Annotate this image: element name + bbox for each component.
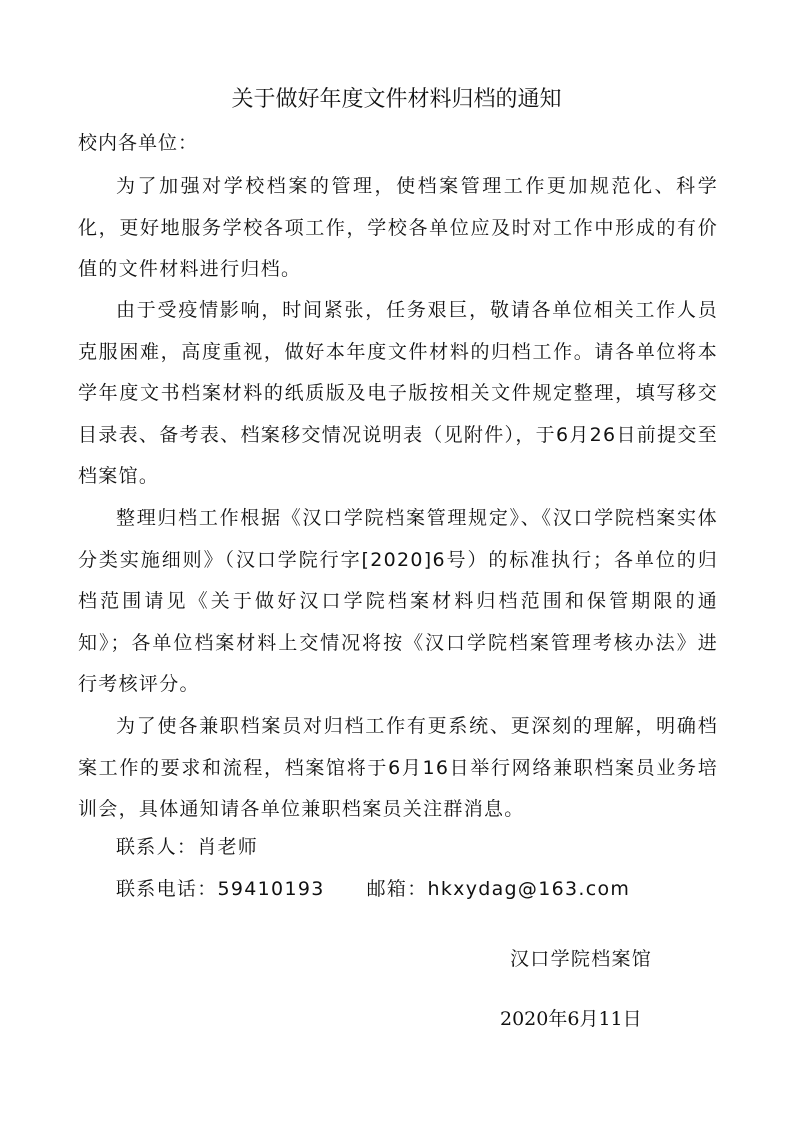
issue-date: 2020年6月11日 xyxy=(500,1008,642,1030)
paragraph-purpose: 为了加强对学校档案的管理，使档案管理工作更加规范化、科学化，更好地服务学校各项工作，学校各单位应及时对工作中形成的有价值的文件材料进行归档。 xyxy=(78,175,718,280)
contact-phone: 联系电话：59410193 xyxy=(116,878,325,900)
contact-person: 联系人：肖老师 xyxy=(116,836,259,858)
paragraph-requirements: 由于受疫情影响，时间紧张，任务艰巨，敬请各单位相关工作人员克服困难，高度重视，做好本年度文件材料的归档工作。请各单位将本学年度文书档案材料的纸质版及电子版按相关文件规定整理，填写移交目录表、备考表、档案移交情况说明表（见附件），于6月26日前提交至档案馆。 xyxy=(78,299,718,487)
paragraph-training: 为了使各兼职档案员对归档工作有更系统、更深刻的理解，明确档案工作的要求和流程，档案馆将于6月16日举行网络兼职档案员业务培训会，具体通知请各单位兼职档案员关注群消息。 xyxy=(78,715,718,820)
salutation: 校内各单位： xyxy=(78,132,199,154)
contact-info-line xyxy=(116,870,630,908)
contact-email: 邮箱：hkxydag@163.com xyxy=(366,878,631,900)
document-title: 关于做好年度文件材料归档的通知 xyxy=(231,87,562,112)
signature-issuer: 汉口学院档案馆 xyxy=(510,948,653,970)
paragraph-standards: 整理归档工作根据《汉口学院档案管理规定》、《汉口学院档案实体分类实施细则》（汉口学院行字[2020]6号）的标准执行；各单位的归档范围请见《关于做好汉口学院档案材料归档范围和保管期限的通知》；各单位档案材料上交情况将按《汉口学院档案管理考核办法》进行考核评分。 xyxy=(78,507,718,695)
